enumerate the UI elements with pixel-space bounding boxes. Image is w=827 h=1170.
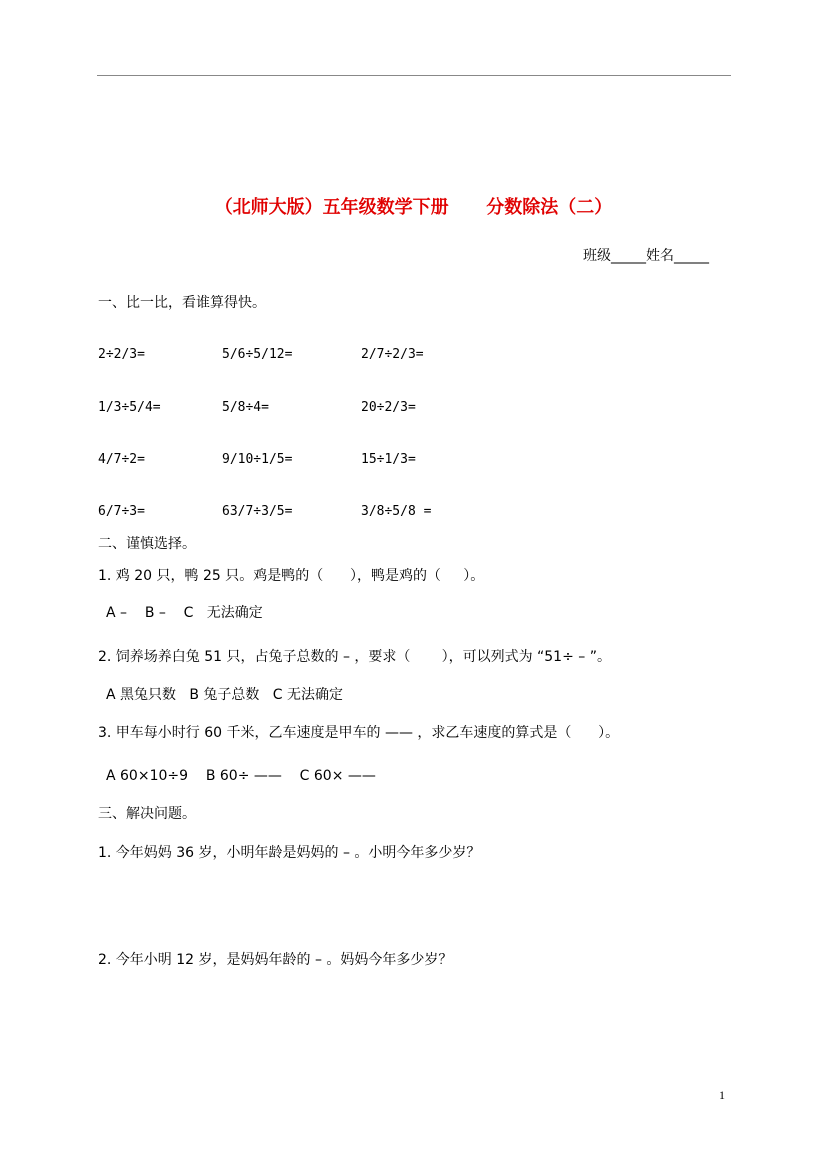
section2-question-1: 1. 鸡 20 只，鸭 25 只。鸡是鸭的（ ），鸭是鸡的（ ）。 [98, 568, 485, 584]
section2-question-3: 3. 甲车每小时行 60 千米，乙车速度是甲车的 —— ，求乙车速度的算式是（ ）。 [98, 725, 620, 741]
page-number: 1 [719, 1088, 725, 1102]
section3-question-2: 2. 今年小明 12 岁，是妈妈年龄的 – 。妈妈今年多少岁？ [98, 952, 453, 968]
exercise-r1-c2: 5/6÷5/12= [222, 347, 293, 362]
class-name-line: 班级_____姓名_____ [583, 248, 709, 264]
exercise-r4-c3: 3/8÷5/8 = [361, 504, 432, 519]
page-title: （北师大版）五年级数学下册 分数除法（二） [214, 197, 613, 218]
exercise-r2-c3: 20÷2/3= [361, 400, 416, 415]
exercise-r4-c1: 6/7÷3= [98, 504, 145, 519]
section1-heading: 一、比一比，看谁算得快。 [98, 295, 266, 311]
section3-heading: 三、解决问题。 [98, 806, 196, 822]
exercise-r3-c1: 4/7÷2= [98, 452, 145, 467]
exercise-r2-c2: 5/8÷4= [222, 400, 269, 415]
exercise-r1-c1: 2÷2/3= [98, 347, 145, 362]
header-rule [97, 75, 731, 76]
section2-heading: 二、谨慎选择。 [98, 536, 196, 552]
exercise-r4-c2: 63/7÷3/5= [222, 504, 293, 519]
exercise-r3-c2: 9/10÷1/5= [222, 452, 293, 467]
section3-question-1: 1. 今年妈妈 36 岁，小明年龄是妈妈的 – 。小明今年多少岁？ [98, 845, 481, 861]
exercise-r2-c1: 1/3÷5/4= [98, 400, 161, 415]
exercise-r3-c3: 15÷1/3= [361, 452, 416, 467]
section2-question-3-options: A 60×10÷9 B 60÷ —— C 60× —— [106, 768, 376, 784]
section2-question-1-options: A – B – C 无法确定 [106, 605, 263, 621]
exercise-r1-c3: 2/7÷2/3= [361, 347, 424, 362]
section2-question-2-options: A 黑兔只数 B 兔子总数 C 无法确定 [106, 687, 344, 703]
section2-question-2: 2. 饲养场养白兔 51 只，占兔子总数的 – ，要求（ ），可以列式为 “51÷ – ”。 [98, 649, 611, 665]
